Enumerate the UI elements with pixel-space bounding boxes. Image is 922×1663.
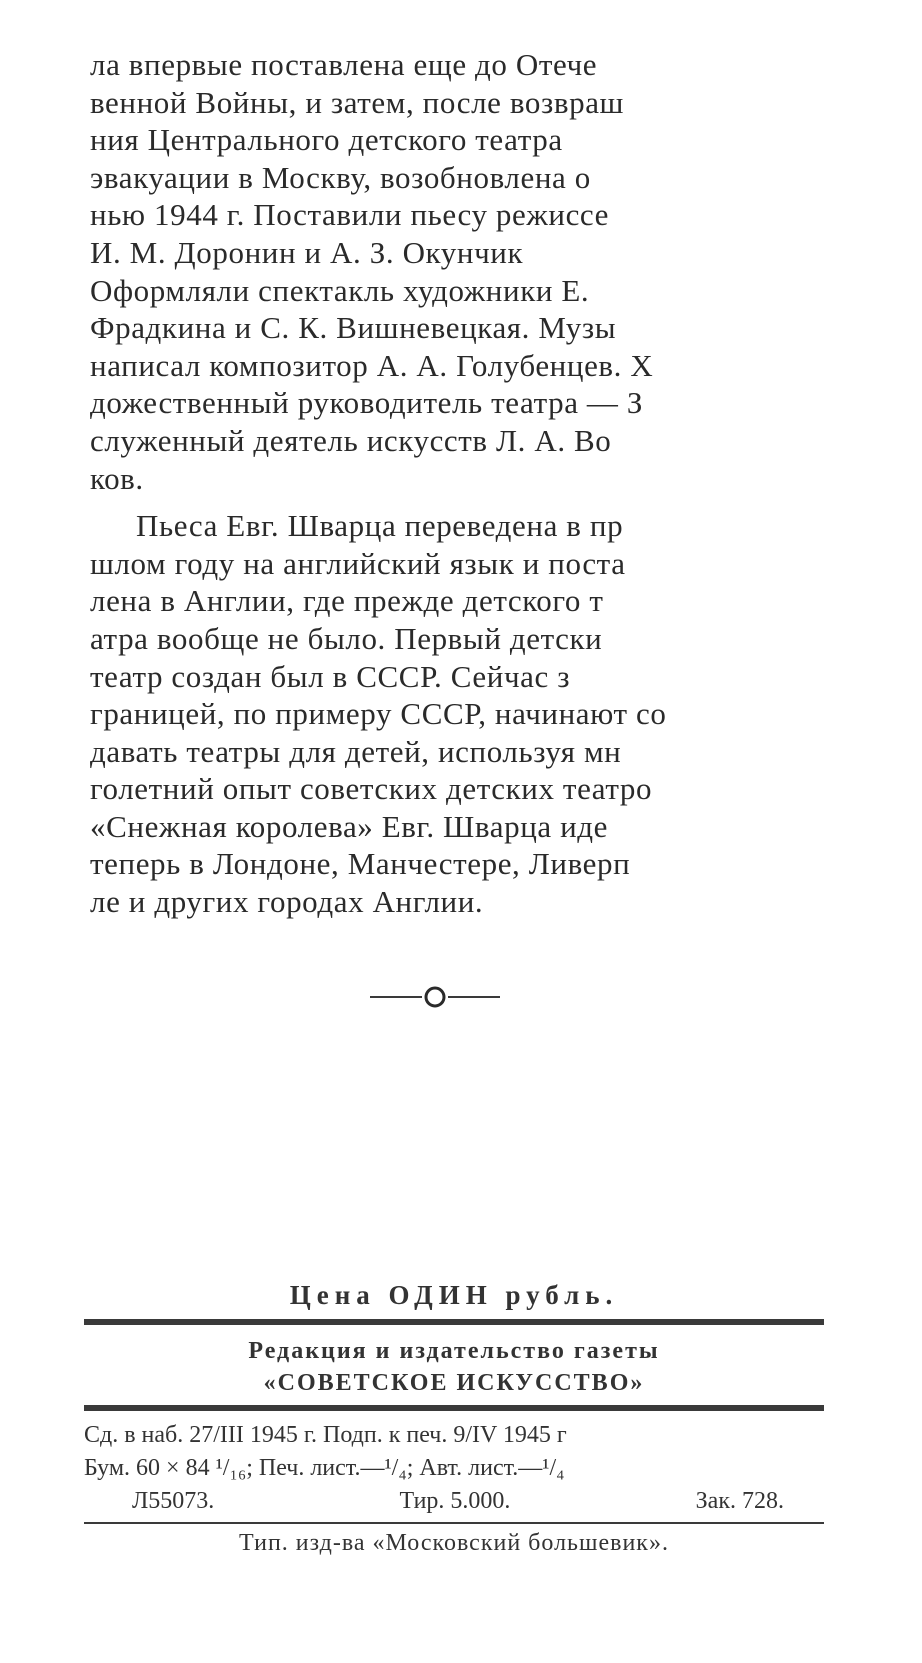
text-line: нью 1944 г. Поставили пьесу режиссе <box>90 197 610 233</box>
divider <box>84 1319 824 1325</box>
publisher-name: «СОВЕТСКОЕ ИСКУССТВО» <box>263 1370 645 1396</box>
text-line: шлом году на английский язык и поста <box>90 545 626 581</box>
ornament-circle-divider-icon <box>370 985 500 1009</box>
print-details-line: Бум. 60 × 84 ¹/₁₆; Печ. лист.—¹/₄; Авт. лист.—¹/₄ <box>84 1455 565 1481</box>
text-line: ле и других городах Англии. <box>90 884 484 920</box>
text-line: атра вообще не было. Первый детски <box>90 620 603 656</box>
imprint-block <box>84 1280 824 1557</box>
text-line: служенный деятель искусств Л. А. Во <box>90 422 612 458</box>
license-number: Л55073. <box>132 1488 215 1514</box>
paragraph-2 <box>90 507 800 921</box>
text-line: «Снежная королева» Евг. Шварца иде <box>90 808 609 844</box>
print-details <box>84 1413 824 1520</box>
text-line: Фрадкина и С. К. Вишневецкая. Музы <box>90 310 617 346</box>
text-line: ла впервые поставлена еще до Отече <box>90 47 598 82</box>
price-line: Цена ОДИН рубль. <box>289 1280 619 1310</box>
divider <box>84 1522 824 1524</box>
text-line: ния Центрального детского театра <box>90 122 563 158</box>
text-line: теперь в Лондоне, Манчестере, Ливерп <box>90 846 631 882</box>
text-line: Оформляли спектакль художники Е. <box>90 272 590 308</box>
text-line: голетний опыт советских детских театро <box>90 771 653 807</box>
publisher-line: Редакция и издательство газеты <box>248 1338 660 1364</box>
divider <box>84 1405 824 1411</box>
text-line: лена в Англии, где прежде детского т <box>90 583 604 619</box>
text-line: Пьеса Евг. Шварца переведена в пр <box>136 508 624 544</box>
text-line: театр создан был в СССР. Сейчас з <box>90 658 571 694</box>
text-line: эвакуации в Москву, возобновлена о <box>90 159 591 195</box>
text-line: границей, по примеру СССР, начинают со <box>90 696 667 732</box>
text-line: давать театры для детей, используя мн <box>90 733 622 769</box>
print-run: Тир. 5.000. <box>399 1488 511 1514</box>
text-line: венной Войны, и затем, после возвраш <box>90 84 625 120</box>
text-line: написал композитор А. А. Голубенцев. Х <box>90 347 654 383</box>
order-number: Зак. 728. <box>695 1488 784 1514</box>
text-line: И. М. Доронин и А. З. Окунчик <box>90 234 524 270</box>
publisher-block <box>84 1327 824 1403</box>
text-line: дожественный руководитель театра — З <box>90 385 644 421</box>
print-details-line <box>84 1485 824 1518</box>
text-line: ков. <box>90 460 144 496</box>
print-details-line: Сд. в наб. 27/III 1945 г. Подп. к печ. 9/IV 1945 г <box>84 1422 567 1448</box>
paragraph-1 <box>90 46 800 497</box>
article-body <box>90 46 800 921</box>
printer-line: Тип. изд-ва «Московский большевик». <box>239 1530 669 1556</box>
